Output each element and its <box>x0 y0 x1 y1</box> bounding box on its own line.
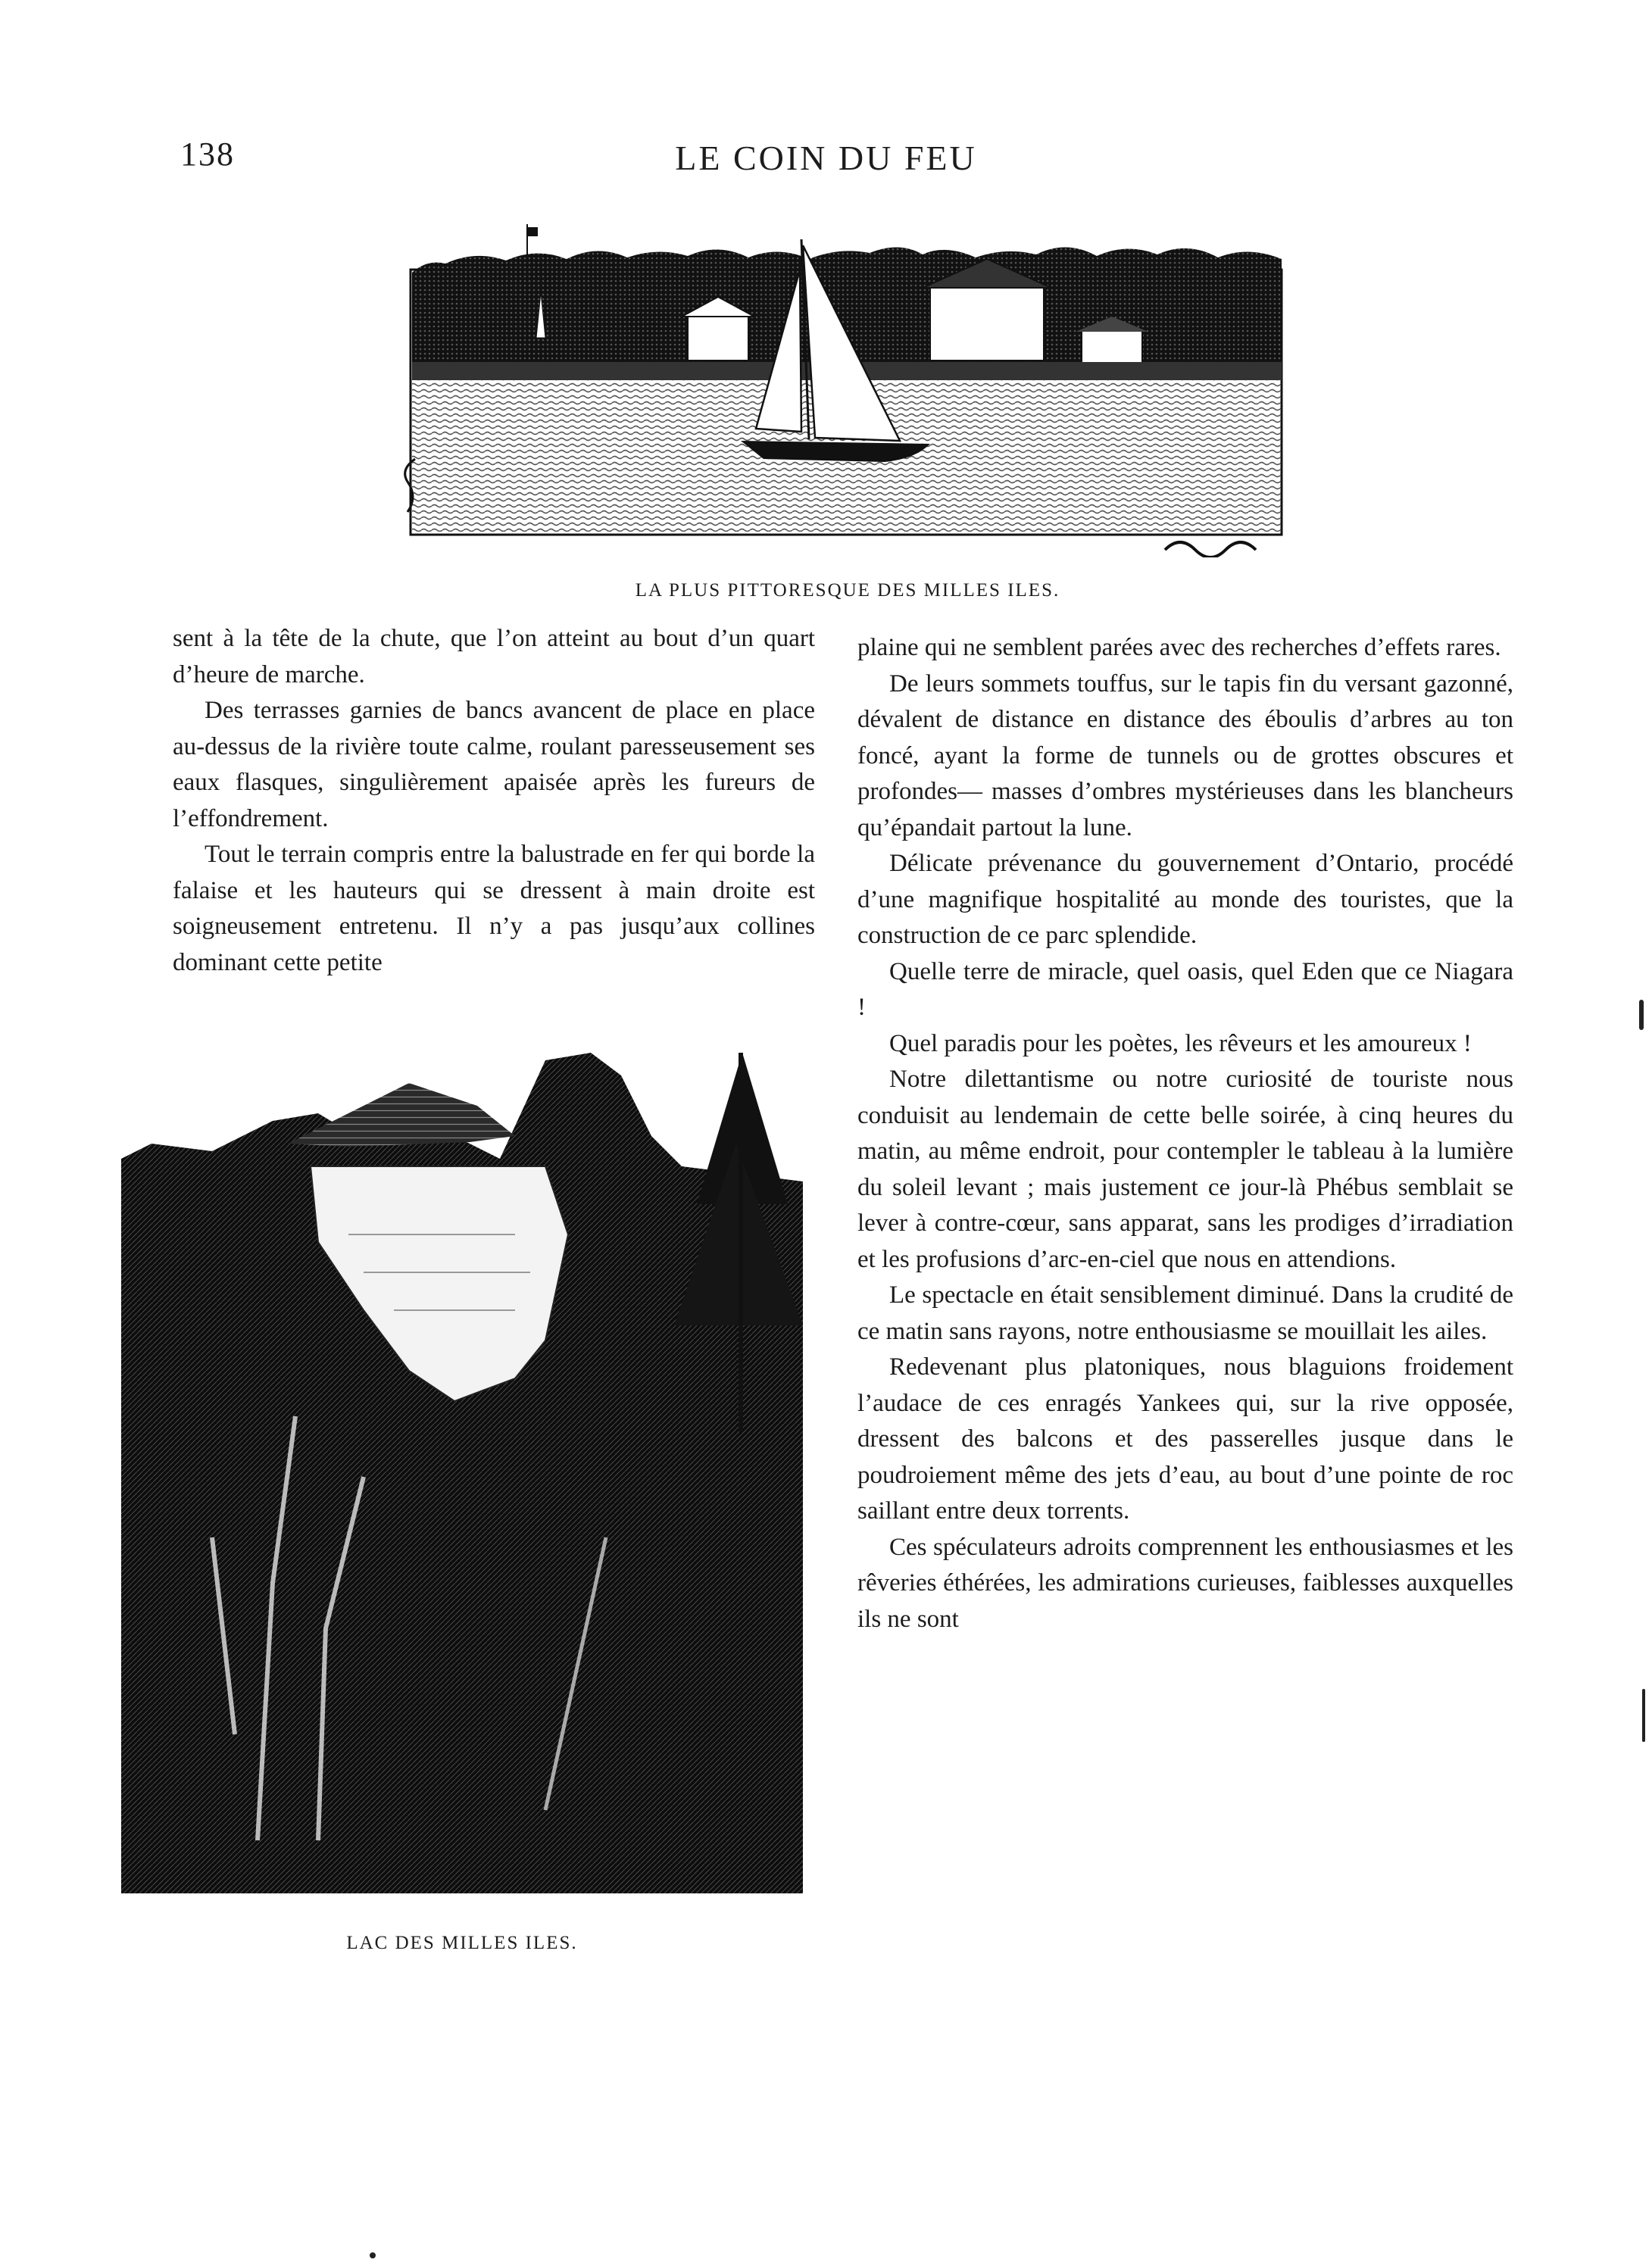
paragraph: De leurs sommets touffus, sur le tapis fin du versant gazonné, dévalent de distance en distance des éboulis d’arbres au ton foncé, ayant la forme de tunnels ou de grottes obscures et profondes— masses d’ombres mystérieuses dans les blancheurs qu’épandait partout la lune. <box>857 670 1513 841</box>
text-column-left <box>173 621 815 981</box>
paragraph: Ces spéculateurs adroits comprennent les enthousiasmes et les rêveries éthérées, les admirations curieuses, faiblesses auxquelles ils ne sont <box>857 1533 1513 1633</box>
paragraph: Tout le terrain compris entre la balustrade en fer qui borde la falaise et les hauteurs qui se dressent à main droite est soigneusement entretenu. Il n’y a pas jusqu’aux collines dominant cette petite <box>173 841 815 976</box>
paragraph: Le spectacle en était sensiblement diminué. Dans la crudité de ce matin sans rayons, notre enthousiasme se mouillait les ailes. <box>857 1281 1513 1345</box>
paragraph: Des terrasses garnies de bancs avancent de place en place au-dessus de la rivière toute calme, roulant paresseusement ses eaux flasques, singulièrement apaisée après les fureurs de l’effondrement. <box>173 697 815 832</box>
print-speck <box>370 2252 376 2258</box>
page-number: 138 <box>180 136 235 173</box>
text-column-right <box>857 630 1513 1637</box>
engraving-sailboat-islands <box>400 224 1295 557</box>
engraving-lake-thousand-islands <box>121 1053 803 1901</box>
print-speck <box>1639 1000 1644 1030</box>
figure-caption-top: LA PLUS PITTORESQUE DES MILLES ILES. <box>635 580 1060 601</box>
paragraph: Notre dilettantisme ou notre curiosité de touriste nous conduisit au lendemain de cette belle soirée, à cinq heures du matin, au même endroit, pour contempler le tableau à la lumière du soleil levant ; mais justement ce jour-là Phébus semblait se lever à contre-cœur, sans apparat, sans les prodiges d’irradiation et les profusions d’arc-en-ciel que nous en attendions. <box>857 1066 1513 1273</box>
paragraph: Redevenant plus platoniques, nous blaguions froidement l’audace de ces enragés Yankees qui, sur la rive opposée, dressent des balcons et des passerelles jusque dans le poudroiement même des jets d’eau, au bout d’une pointe de roc saillant entre deux torrents. <box>857 1353 1513 1525</box>
paragraph: Quelle terre de miracle, quel oasis, quel Eden que ce Niagara ! <box>857 957 1513 1021</box>
running-title: LE COIN DU FEU <box>675 139 977 177</box>
paragraph: plaine qui ne semblent parées avec des recherches d’effets rares. <box>857 634 1501 661</box>
paragraph: Délicate prévenance du gouvernement d’Ontario, procédé d’une magnifique hospitalité au monde des touristes, que la construction de ce parc splendide. <box>857 850 1513 949</box>
figure-caption-bottom: LAC DES MILLES ILES. <box>346 1933 578 1953</box>
paragraph: Quel paradis pour les poètes, les rêveurs et les amoureux ! <box>889 1029 1472 1057</box>
print-speck <box>1642 1689 1645 1742</box>
paragraph: sent à la tête de la chute, que l’on atteint au bout d’un quart d’heure de marche. <box>173 625 815 688</box>
